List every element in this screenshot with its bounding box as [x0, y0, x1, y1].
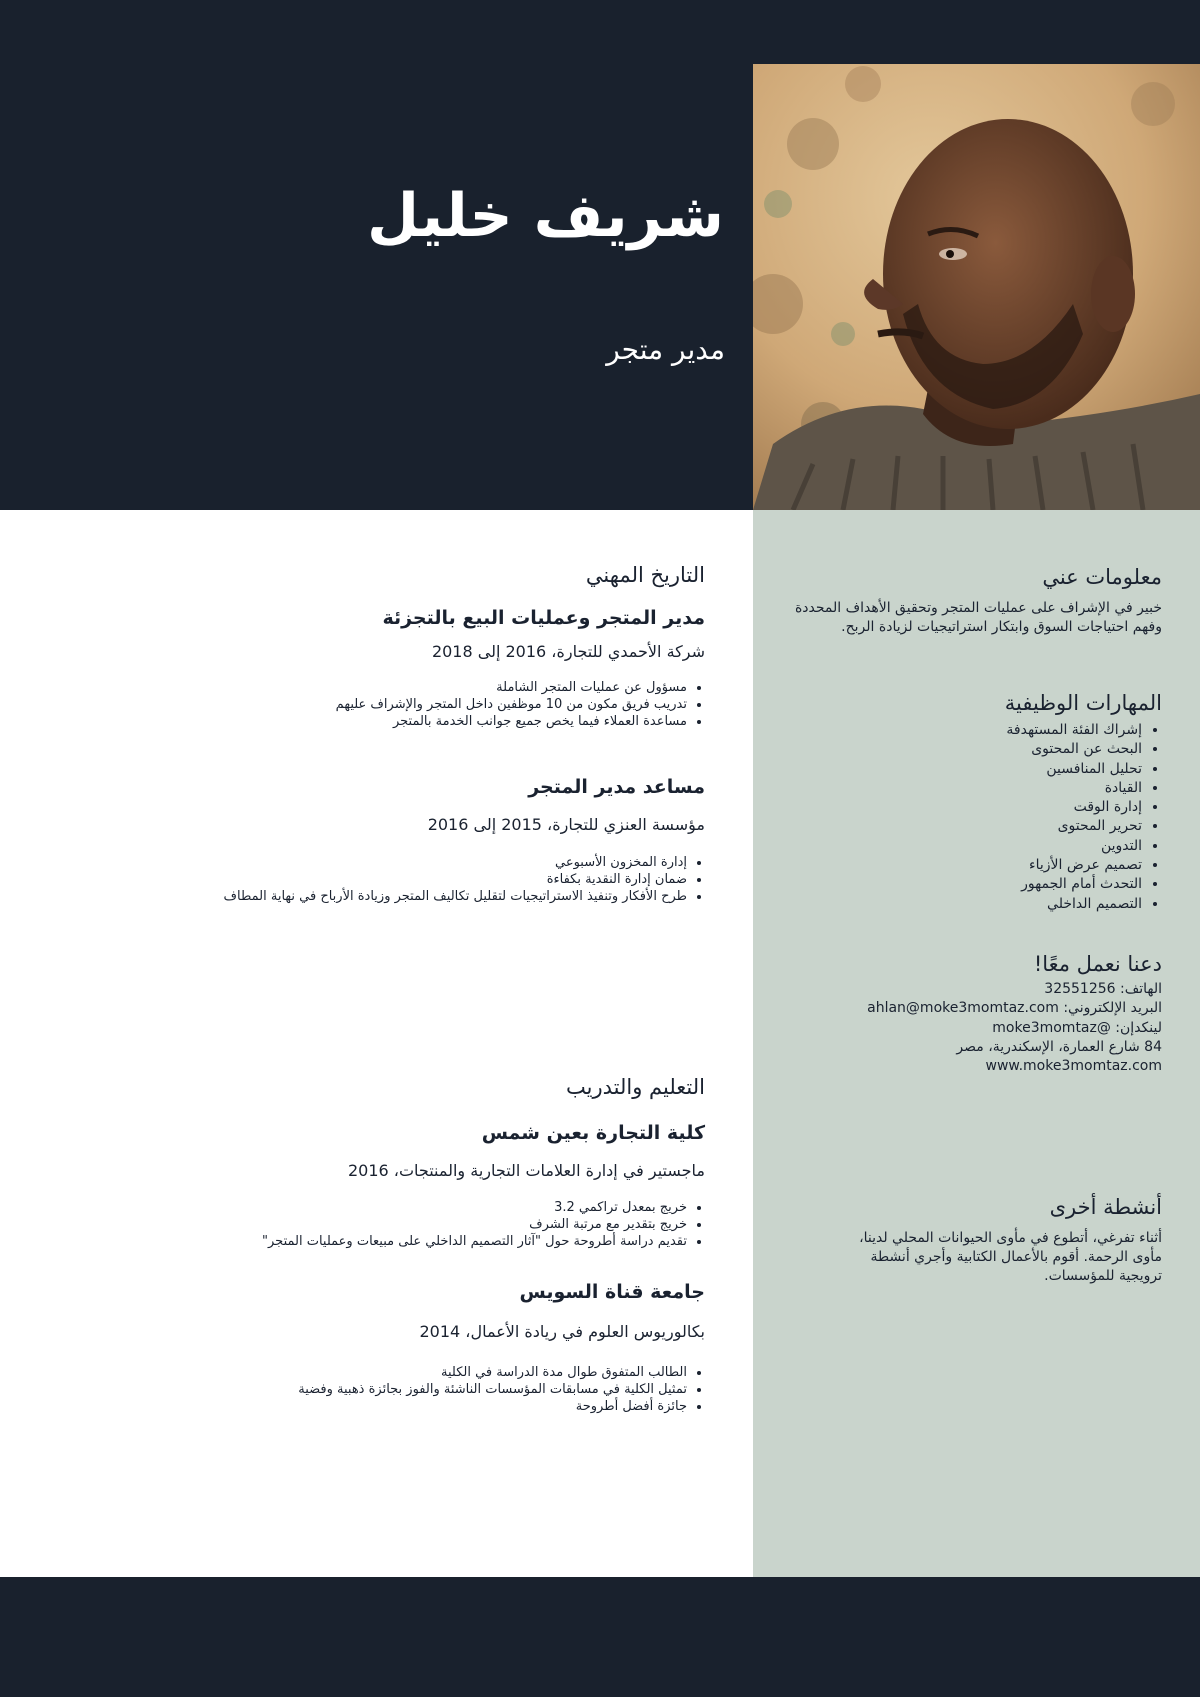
job-title-2: مساعد مدير المتجر — [528, 776, 705, 798]
about-text: خبير في الإشراف على عمليات المتجر وتحقيق الأهداف المحددة وفهم احتياجات السوق وابتكار استراتيجيات لزيادة الربح. — [794, 600, 1162, 635]
profile-photo — [753, 64, 1200, 510]
skill-item: • إشراك الفئة المستهدفة — [782, 721, 1142, 740]
job-company-1: شركة الأحمدي للتجارة، 2016 إلى 2018 — [431, 642, 705, 661]
school-bullet: • جائزة أفضل أطروحة — [298, 1398, 687, 1415]
contact-section — [782, 952, 1162, 1076]
about-section — [782, 565, 1162, 637]
job-bullet: • ضمان إدارة النقدية بكفاءة — [224, 871, 687, 888]
contact-address: 84 شارع العمارة، الإسكندرية، مصر — [956, 1038, 1162, 1055]
about-heading: معلومات عني — [1042, 565, 1162, 589]
job-company-2: مؤسسة العنزي للتجارة، 2015 إلى 2016 — [427, 815, 705, 834]
skill-item: • تصميم عرض الأزياء — [782, 856, 1142, 875]
skills-section — [782, 691, 1162, 914]
school-bullets-1 — [262, 1199, 705, 1250]
contact-phone: الهاتف: 32551256 — [1044, 981, 1162, 997]
job-bullets-2 — [224, 854, 705, 905]
skill-item: • تحرير المحتوى — [782, 817, 1142, 836]
school-bullet: • الطالب المتفوق طوال مدة الدراسة في الكلية — [298, 1364, 687, 1381]
job-bullet: • مسؤول عن عمليات المتجر الشاملة — [336, 679, 687, 696]
school-degree-2: بكالوريوس العلوم في ريادة الأعمال، 2014 — [419, 1322, 705, 1341]
skills-list — [782, 721, 1162, 914]
school-bullets-2 — [298, 1364, 705, 1415]
skill-item: • التدوين — [782, 837, 1142, 856]
job-bullet: • إدارة المخزون الأسبوعي — [224, 854, 687, 871]
school-bullet: • تمثيل الكلية في مسابقات المؤسسات الناشئة والفوز بجائزة ذهبية وفضية — [298, 1381, 687, 1398]
contact-heading: دعنا نعمل معًا! — [1033, 952, 1162, 976]
job-title-1: مدير المتجر وعمليات البيع بالتجزئة — [382, 607, 705, 629]
skill-item: • التصميم الداخلي — [782, 895, 1142, 914]
job-bullet: • مساعدة العملاء فيما يخص جميع جوانب الخدمة بالمتجر — [336, 713, 687, 730]
education-heading: التعليم والتدريب — [566, 1075, 705, 1099]
job-title: مدير متجر — [606, 333, 725, 366]
school-name-1: كلية التجارة بعين شمس — [481, 1122, 705, 1144]
portrait-image — [753, 64, 1200, 510]
skill-item: • تحليل المنافسين — [782, 760, 1142, 779]
job-bullet: • تدريب فريق مكون من 10 موظفين داخل المتجر والإشراف عليهم — [336, 696, 687, 713]
footer-band — [0, 1577, 1200, 1697]
person-name: شريف خليل — [367, 181, 724, 251]
school-bullet: • تقديم دراسة أطروحة حول "آثار التصميم الداخلي على مبيعات وعمليات المتجر" — [262, 1233, 687, 1250]
education-section — [65, 1075, 705, 1435]
experience-heading: التاريخ المهني — [585, 563, 705, 587]
skill-item: • البحث عن المحتوى — [782, 740, 1142, 759]
skill-item: • إدارة الوقت — [782, 798, 1142, 817]
skill-item: • التحدث أمام الجمهور — [782, 875, 1142, 894]
activities-heading: أنشطة أخرى — [1049, 1195, 1162, 1219]
contact-linkedin[interactable]: لينكدإن: @moke3momtaz — [992, 1019, 1162, 1036]
activities-text: أثناء تفرغي، أتطوع في مأوى الحيوانات المحلي لدينا، مأوى الرحمة. أقوم بالأعمال الكتابية وأجري أنشطة ترويجية للمؤسسات. — [859, 1230, 1162, 1284]
skills-heading: المهارات الوظيفية — [1004, 691, 1162, 715]
school-bullet: • خريج بمعدل تراكمي 3.2 — [262, 1199, 687, 1216]
skill-item: • القيادة — [782, 779, 1142, 798]
experience-section — [65, 563, 705, 923]
school-degree-1: ماجستير في إدارة العلامات التجارية والمنتجات، 2016 — [347, 1161, 705, 1180]
school-bullet: • خريج بتقدير مع مرتبة الشرف — [262, 1216, 687, 1233]
activities-section — [832, 1195, 1162, 1286]
contact-email[interactable]: البريد الإلكتروني: ahlan@moke3momtaz.com — [867, 1000, 1162, 1017]
school-name-2: جامعة قناة السويس — [519, 1281, 705, 1303]
job-bullet: • طرح الأفكار وتنفيذ الاستراتيجيات لتقليل تكاليف المتجر وزيادة الأرباح في نهاية المطاف — [224, 888, 687, 905]
contact-website[interactable]: www.moke3momtaz.com — [985, 1058, 1162, 1075]
job-bullets-1 — [336, 679, 705, 730]
